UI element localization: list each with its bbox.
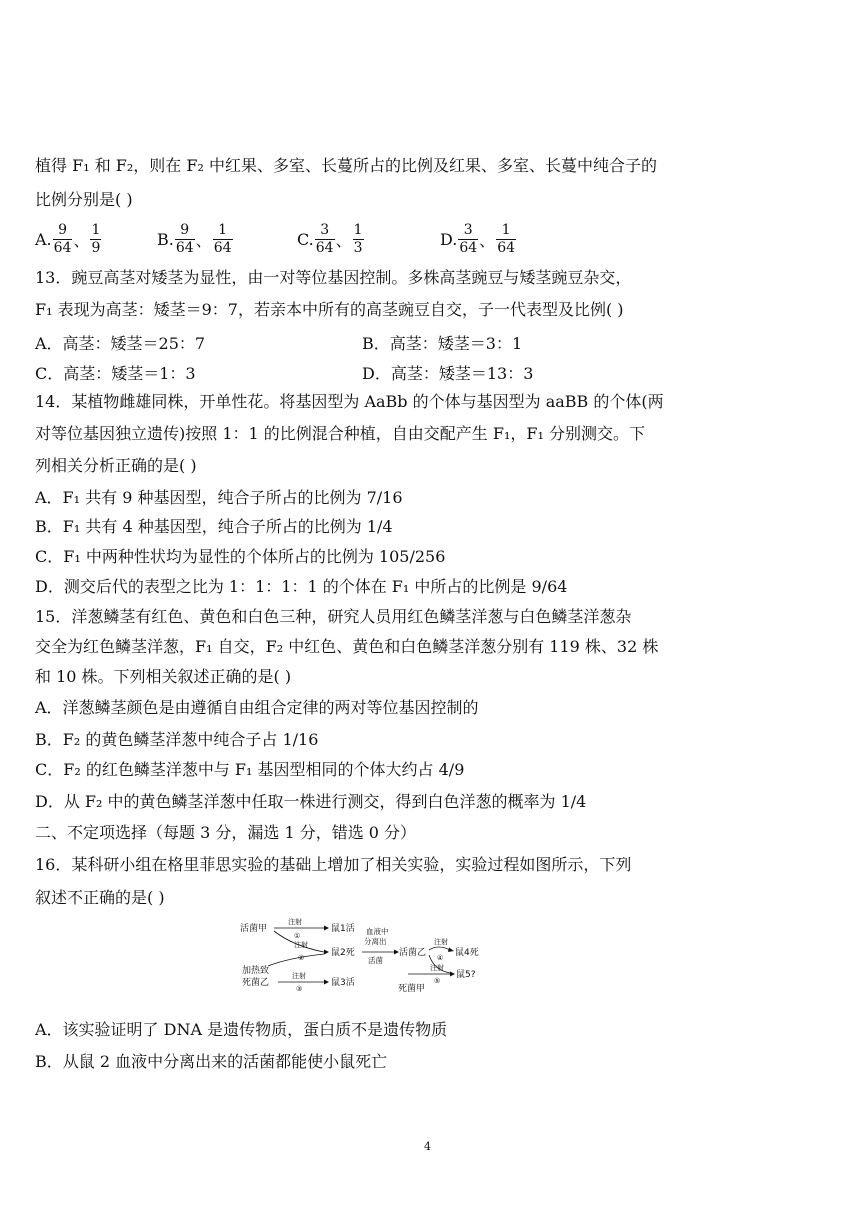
q14-option-c: C．F₁ 中两种性状均为显性的个体所占的比例为 105/256 xyxy=(35,547,446,566)
q14-option-d: D．测交后代的表型之比为 1：1：1：1 的个体在 F₁ 中所占的比例是 9/64 xyxy=(35,577,568,596)
diagram-live-b: 活菌乙 xyxy=(399,948,427,958)
inject-label-4: 注射 xyxy=(434,938,448,946)
q15-option-b: B．F₂ 的黄色鳞茎洋葱中纯合子占 1/16 xyxy=(35,730,319,749)
q14-option-a: A．F₁ 共有 9 种基因型，纯合子所占的比例为 7/16 xyxy=(35,488,403,507)
arrowhead-2 xyxy=(324,950,329,955)
q12-line2: 比例分别是( ) xyxy=(35,190,133,209)
diagram-mouse2: 鼠2死 xyxy=(331,948,355,958)
arrow-2b xyxy=(268,954,324,966)
q15-line3: 和 10 株。下列相关叙述正确的是( ) xyxy=(35,667,292,686)
diagram-heat-1: 加热致 xyxy=(242,966,270,976)
inject-label-3: 注射 xyxy=(292,972,306,980)
q15-line2: 交全为红色鳞茎洋葱，F₁ 自交，F₂ 中红色、黄色和白色鳞茎洋葱分别有 119 株、32 株 xyxy=(35,637,659,656)
diagram-dead-a: 死菌甲 xyxy=(398,984,426,994)
q14-line1: 14．某植物雌雄同株，开单性花。将基因型为 AaBb 的个体与基因型为 aaBB 的个体(两 xyxy=(35,392,664,411)
inject-label-5: 注射 xyxy=(430,964,444,972)
diagram-heat-2: 死菌乙 xyxy=(242,978,270,988)
q12-option-b: B. $\frac{9}{64}$ 、 $\frac{1}{64}$ xyxy=(157,222,232,256)
q15-line1: 15．洋葱鳞茎有红色、黄色和白色三种，研究人员用红色鳞茎洋葱与白色鳞茎洋葱杂 xyxy=(35,607,632,626)
q13-option-b: B．高茎：矮茎＝3：1 xyxy=(362,334,523,353)
q12-line1: 植得 F₁ 和 F₂，则在 F₂ 中红果、多室、长蔓所占的比例及红果、多室、长蔓中纯合子的 xyxy=(35,156,657,175)
page-number: 4 xyxy=(424,1140,431,1153)
diagram-mouse1: 鼠1活 xyxy=(331,924,355,934)
q15-option-c: C．F₂ 的红色鳞茎洋葱中与 F₁ 基因型相同的个体大约占 4/9 xyxy=(35,760,465,779)
q16-option-a: A．该实验证明了 DNA 是遗传物质，蛋白质不是遗传物质 xyxy=(35,1020,448,1039)
inject-label-2: 注射 xyxy=(294,941,308,949)
section-heading: 二、不定项选择（每题 3 分，漏选 1 分，错选 0 分） xyxy=(35,823,417,842)
q13-line2: F₁ 表现为高茎：矮茎＝9：7，若亲本中所有的高茎豌豆自交，子一代表型及比例( ) xyxy=(35,300,624,319)
step-3: ③ xyxy=(296,985,303,993)
diagram-mouse4: 鼠4死 xyxy=(455,948,479,958)
q12-option-a: A. $\frac{9}{64}$ 、 $\frac{1}{9}$ xyxy=(35,222,101,256)
arrowhead-1 xyxy=(324,926,329,931)
q16-line2: 叙述不正确的是( ) xyxy=(35,888,165,907)
q13-option-d: D．高茎：矮茎＝13：3 xyxy=(362,364,534,383)
arrowhead-5 xyxy=(450,972,455,977)
q13-option-c: C．高茎：矮茎＝1：3 xyxy=(35,364,196,383)
diagram-mouse5: 鼠5? xyxy=(456,970,476,980)
q14-line2: 对等位基因独立遗传)按照 1：1 的比例混合种植，自由交配产生 F₁，F₁ 分别测交。下 xyxy=(35,424,645,443)
step-5: ⑤ xyxy=(434,977,441,985)
diagram-mouse3: 鼠3活 xyxy=(331,978,355,988)
q16-option-b: B．从鼠 2 血液中分离出来的活菌都能使小鼠死亡 xyxy=(35,1052,388,1071)
inject-label-1: 注射 xyxy=(288,918,302,926)
q12-option-d: D. $\frac{3}{64}$ 、 $\frac{1}{64}$ xyxy=(440,222,516,256)
diagram-live-a: 活菌甲 xyxy=(240,924,268,934)
q16-line1: 16．某科研小组在格里菲思实验的基础上增加了相关实验，实验过程如图所示，下列 xyxy=(35,855,632,874)
q12-option-c: C. $\frac{3}{64}$ 、 $\frac{1}{3}$ xyxy=(297,222,363,256)
step-2: ② xyxy=(298,954,305,962)
arrow-4 xyxy=(429,947,450,950)
step-1: ① xyxy=(294,932,301,940)
diagram-blood-1: 血液中 xyxy=(366,927,389,936)
experiment-diagram xyxy=(238,918,488,1000)
q13-line1: 13．豌豆高茎对矮茎为显性，由一对等位基因控制。多株高茎豌豆与矮茎豌豆杂交， xyxy=(35,268,632,287)
q15-option-a: A．洋葱鳞茎颜色是由遵循自由组合定律的两对等位基因控制的 xyxy=(35,698,479,717)
q14-option-b: B．F₁ 共有 4 种基因型，纯合子所占的比例为 1/4 xyxy=(35,517,393,536)
arrowhead-4 xyxy=(448,948,454,953)
diagram-blood-3: 活菌 xyxy=(368,956,383,965)
q14-line3: 列相关分析正确的是( ) xyxy=(35,456,197,475)
q15-option-d: D．从 F₂ 中的黄色鳞茎洋葱中任取一株进行测交，得到白色洋葱的概率为 1/4 xyxy=(35,792,587,811)
arrowhead-3 xyxy=(324,980,329,985)
step-4: ④ xyxy=(437,954,444,962)
q13-option-a: A．高茎：矮茎＝25：7 xyxy=(35,334,206,353)
diagram-blood-2: 分离出 xyxy=(364,937,387,946)
